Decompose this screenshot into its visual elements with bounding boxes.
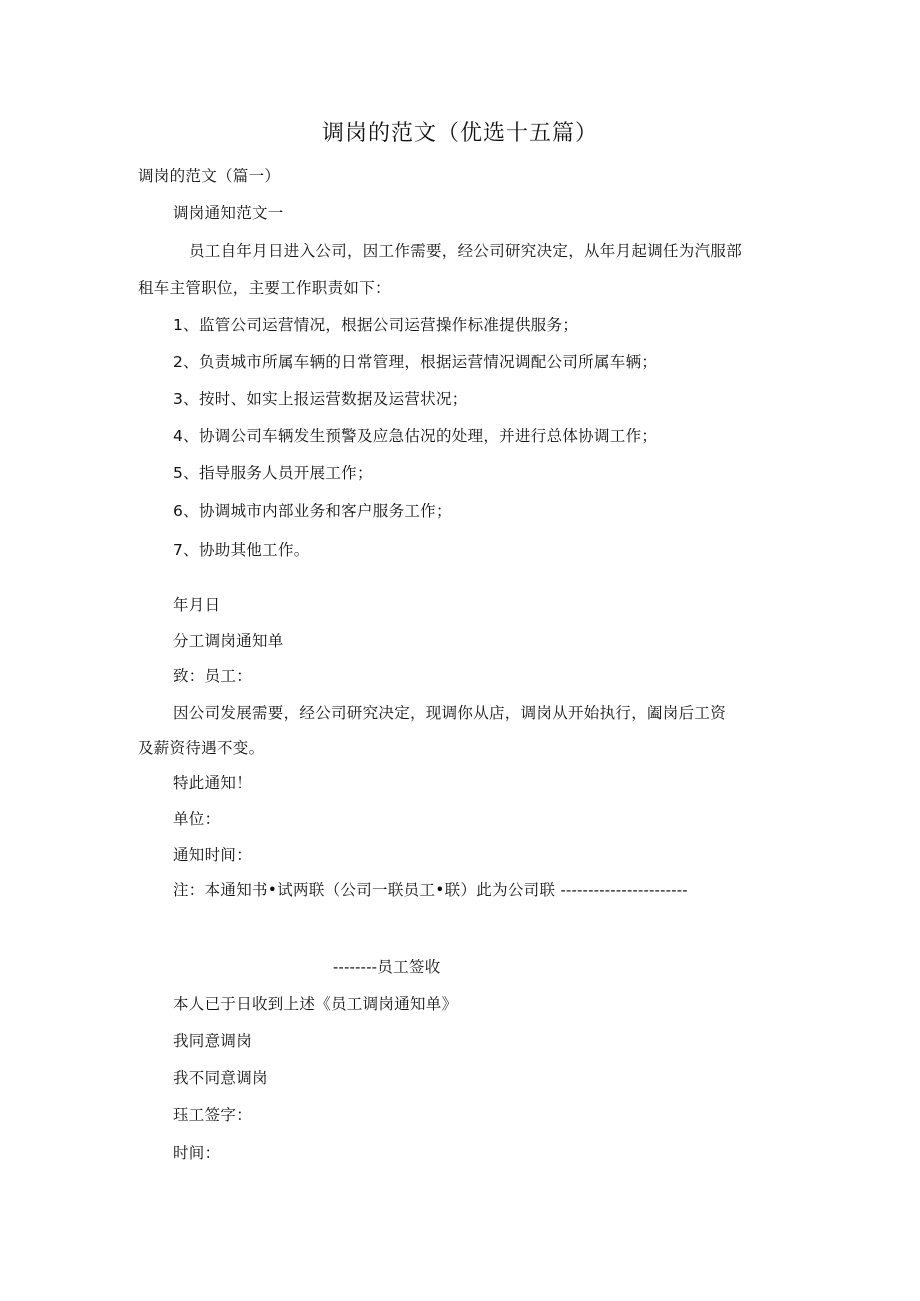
employee-signature-label: 珏工签字： (173, 1106, 253, 1124)
special-notice: 特此通知！ (173, 774, 253, 792)
duty-item (173, 500, 452, 522)
unit-label: 单位： (173, 810, 221, 828)
duty-number: 1 (173, 316, 184, 334)
disagree-option: 我不同意调岗 (173, 1069, 268, 1087)
duty-number: 4 (173, 427, 184, 445)
notice-title: 分工调岗通知单 (173, 632, 284, 650)
duty-text: 、监管公司运营情况，根据公司运营操作标准提供服务； (183, 316, 579, 334)
received-line: 本人已于日收到上述《员工调岗通知单》 (173, 995, 458, 1013)
duty-number: 7 (173, 541, 184, 559)
paragraph-2-line-2: 及薪资待遇不变。 (138, 739, 265, 757)
recipient-line: 致：员工： (173, 667, 253, 685)
duty-item (173, 539, 310, 561)
time-label: 时间： (173, 1144, 221, 1162)
duty-item (173, 314, 578, 336)
duty-text: 、协调城市内部业务和客户服务工作； (183, 502, 452, 520)
duty-number: 2 (173, 353, 184, 371)
section-heading: 调岗的范文（篇一） (138, 167, 281, 185)
duty-number: 3 (173, 390, 184, 408)
paragraph-1-line-2: 租车主管职位，主要工作职责如下： (138, 279, 391, 297)
employee-sign-header: --------员工签收 (333, 958, 441, 976)
note-line: 注：本通知书•试两联（公司一联员工•联）此为公司联 ----------------------- (173, 881, 688, 899)
duty-text: 、指导服务人员开展工作； (183, 464, 373, 482)
agree-option: 我同意调岗 (173, 1032, 253, 1050)
paragraph-2-line-1: 因公司发展需要，经公司研究决定，现调你从店，调岗从开始执行，阖岗后工资 (173, 704, 727, 722)
duty-item (173, 388, 468, 410)
duty-number: 6 (173, 502, 184, 520)
duty-item (173, 462, 373, 484)
notice-time-label: 通知时间： (173, 846, 253, 864)
duty-item (173, 425, 657, 447)
duty-text: 、负责城市所属车辆的日常管理，根据运营情况调配公司所属车辆； (183, 353, 658, 371)
paragraph-1-line-1: 员工自年月日进入公司，因工作需要，经公司研究决定，从年月起调任为汽服部 (189, 242, 743, 260)
subheading: 调岗通知范文一 (173, 204, 284, 222)
document-title: 调岗的范文（优选十五篇） (321, 121, 598, 146)
duty-text: 、协调公司车辆发生预警及应急估况的处理，并进行总体协调工作； (183, 427, 658, 445)
duty-text: 、按时、如实上报运营数据及运营状况； (183, 390, 468, 408)
date-line: 年月日 (173, 596, 221, 614)
duty-item (173, 351, 657, 373)
duty-number: 5 (173, 464, 184, 482)
duty-text: 、协助其他工作。 (183, 541, 310, 559)
